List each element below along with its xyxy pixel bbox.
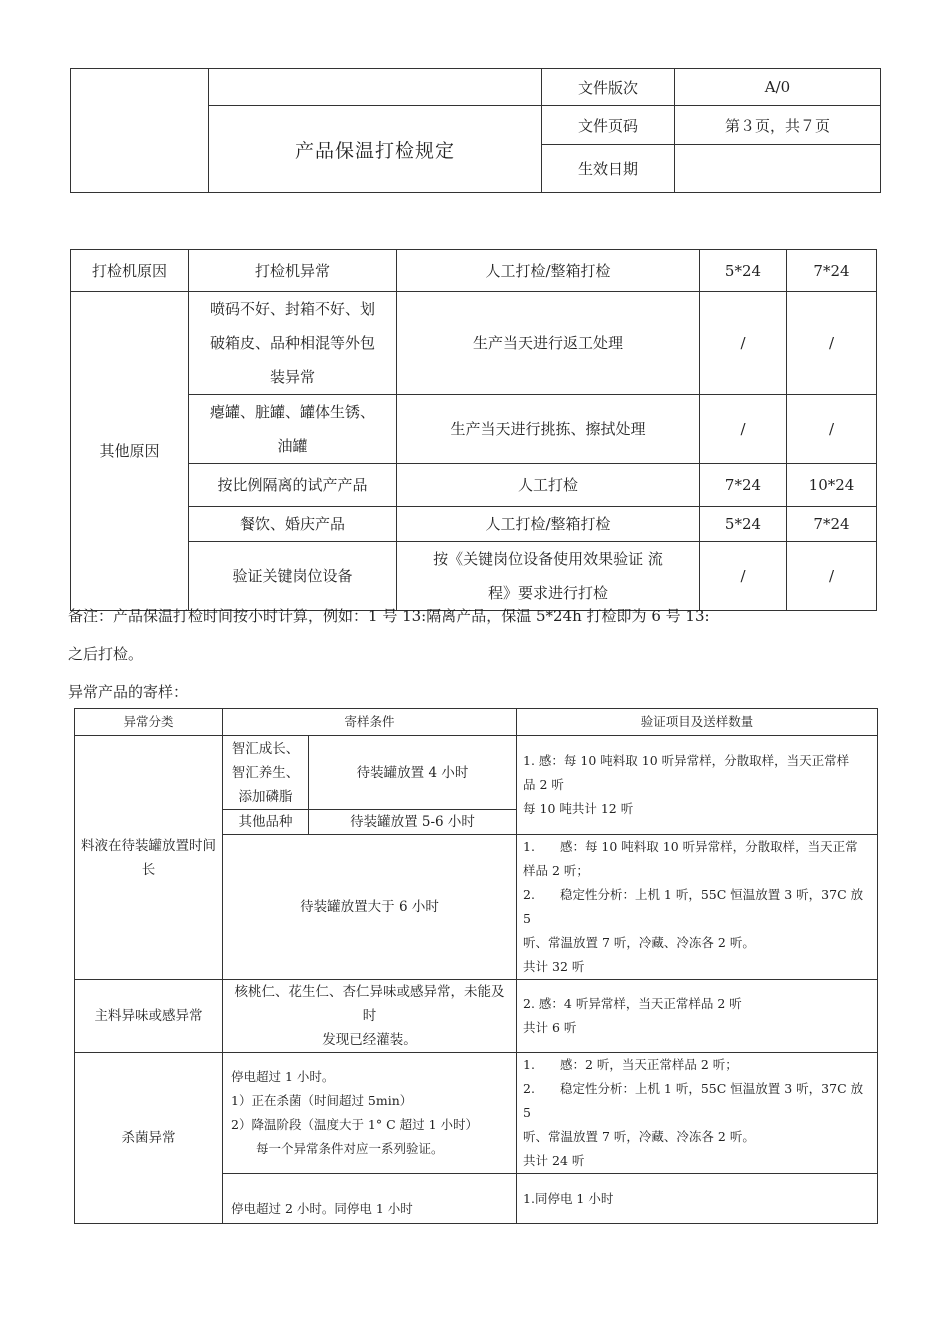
text-line: 共计 32 听 [523, 959, 585, 974]
document-header-table [70, 68, 881, 193]
condition-cell: 待装罐放置 4 小时 [309, 736, 517, 810]
text-line: 1. 感：每 10 吨料取 10 听异常样，分散取样，当天正常 [523, 839, 858, 854]
logo-cell [71, 69, 209, 193]
table-cell: / [700, 542, 787, 611]
text-line: 智汇成长、 [231, 740, 300, 757]
section-heading: 异常产品的寄样： [68, 683, 189, 701]
table-cell: 10*24 [787, 464, 877, 507]
table-cell: 人工打检/整箱打检 [397, 250, 700, 292]
text-line: 核桃仁、花生仁、杏仁异味或感异常，未能及时 [234, 984, 505, 1024]
action-cell: 人工打检 [397, 464, 700, 507]
reason-cell: 验证关键岗位设备 [189, 542, 397, 611]
table-row [71, 464, 877, 507]
text-line: 瘪罐、脏罐、罐体生锈、 [209, 403, 375, 421]
table-row [75, 980, 878, 1053]
text-line: 智汇养生、 [231, 764, 300, 781]
header-label: 文件页码 [542, 106, 675, 145]
text-line: 装异常 [269, 368, 315, 386]
table-cell: 7*24 [700, 464, 787, 507]
table-row [75, 1053, 878, 1174]
table-cell: 5*24 [700, 250, 787, 292]
group-label-cell: 其他原因 [71, 292, 189, 611]
table-cell: 5*24 [700, 507, 787, 542]
text-line: 程》要求进行打检 [487, 584, 608, 602]
verify-cell [517, 980, 878, 1053]
condition-cell: 待装罐放置大于 6 小时 [223, 835, 517, 980]
table-cell: 打检机异常 [189, 250, 397, 292]
text-line: 1. 感：每 10 吨料取 10 听异常样，分散取样，当天正常样 [523, 753, 850, 768]
text-line: 油罐 [277, 437, 308, 455]
text-line: 破箱皮、品种相混等外包 [209, 334, 375, 352]
table-cell: / [700, 395, 787, 464]
text-line: 按《关键岗位设备使用效果验证 流 [433, 550, 663, 568]
text-line: 喷码不好、封箱不好、划 [209, 300, 375, 318]
reason-cell: 餐饮、婚庆产品 [189, 507, 397, 542]
text-line: 共计 6 听 [523, 1020, 577, 1035]
text-line: 每一个异常条件对应一系列验证。 [231, 1141, 444, 1156]
condition-cell: 停电超过 2 小时。同停电 1 小时 [223, 1174, 517, 1224]
text-line: 品 2 听 [523, 777, 564, 792]
action-cell [397, 542, 700, 611]
action-cell: 生产当天进行返工处理 [397, 292, 700, 395]
text-line: 料液在待装罐放置时间 [81, 837, 216, 854]
reason-cell [189, 395, 397, 464]
action-cell: 人工打检/整箱打检 [397, 507, 700, 542]
column-header: 验证项目及送样数量 [517, 709, 878, 736]
table-row [71, 395, 877, 464]
category-cell: 主料异味或感异常 [75, 980, 223, 1053]
remark-line: 备注：产品保温打检时间按小时计算，例如：1 号 13:隔离产品，保温 5*24h 打检即为 6 号 13: [68, 607, 710, 625]
table-row [75, 736, 878, 810]
header-label: 文件版次 [542, 69, 675, 106]
table-cell: / [700, 292, 787, 395]
header-value [675, 145, 881, 193]
table-row [71, 292, 877, 395]
text-line: 2）降温阶段（温度大于 1° C 超过 1 小时） [231, 1117, 479, 1132]
text-line: 1）正在杀菌（时间超过 5min） [231, 1093, 413, 1108]
table-cell: / [787, 395, 877, 464]
remark-line: 之后打检。 [68, 645, 144, 663]
table-row [75, 709, 878, 736]
document-title: 产品保温打检规定 [209, 106, 542, 193]
header-label: 生效日期 [542, 145, 675, 193]
text-line: 停电超过 1 小时。 [231, 1069, 335, 1084]
action-cell: 生产当天进行挑拣、擦拭处理 [397, 395, 700, 464]
text-line: 添加磷脂 [238, 788, 293, 805]
text-line: 听、常温放置 7 听，冷藏、冷冻各 2 听。 [523, 935, 755, 950]
column-header: 寄样条件 [223, 709, 517, 736]
condition-cell [223, 1053, 517, 1174]
text-line: 共计 24 听 [523, 1153, 585, 1168]
header-blank-cell [209, 69, 542, 106]
sample-table [74, 708, 878, 1224]
header-value: 第３页，共７页 [675, 106, 881, 145]
verify-cell: 1.同停电 1 小时 [517, 1174, 878, 1224]
text-line: 1. 感：2 听，当天正常样品 2 听； [523, 1057, 738, 1072]
text-line: 2. 稳定性分析：上机 1 听，55C 恒温放置 3 听，37C 放 5 [523, 887, 864, 926]
reason-cell: 按比例隔离的试产产品 [189, 464, 397, 507]
table-cell: 7*24 [787, 250, 877, 292]
text-line: 每 10 吨共计 12 听 [523, 801, 634, 816]
table-row [71, 542, 877, 611]
text-line: 听、常温放置 7 听，冷藏、冷冻各 2 听。 [523, 1129, 755, 1144]
condition-cell [223, 980, 517, 1053]
product-cell: 其他品种 [223, 810, 309, 835]
inspection-rules-table [70, 249, 877, 611]
reason-cell [189, 292, 397, 395]
table-row [71, 507, 877, 542]
verify-cell [517, 1053, 878, 1174]
condition-cell: 待装罐放置 5-6 小时 [309, 810, 517, 835]
verify-cell [517, 835, 878, 980]
table-cell: 打检机原因 [71, 250, 189, 292]
text-line: 2. 感：4 听异常样，当天正常样品 2 听 [523, 996, 742, 1011]
text-line: 2. 稳定性分析：上机 1 听，55C 恒温放置 3 听，37C 放 5 [523, 1081, 864, 1120]
category-cell: 杀菌异常 [75, 1053, 223, 1224]
category-cell [75, 736, 223, 980]
header-value: A/0 [675, 69, 881, 106]
text-line: 样品 2 听； [523, 863, 589, 878]
verify-cell [517, 736, 878, 835]
table-row [71, 250, 877, 292]
table-cell: / [787, 292, 877, 395]
text-line: 发现已经灌装。 [322, 1032, 417, 1048]
column-header: 异常分类 [75, 709, 223, 736]
table-cell: / [787, 542, 877, 611]
product-cell [223, 736, 309, 810]
text-line: 长 [141, 861, 156, 878]
table-cell: 7*24 [787, 507, 877, 542]
